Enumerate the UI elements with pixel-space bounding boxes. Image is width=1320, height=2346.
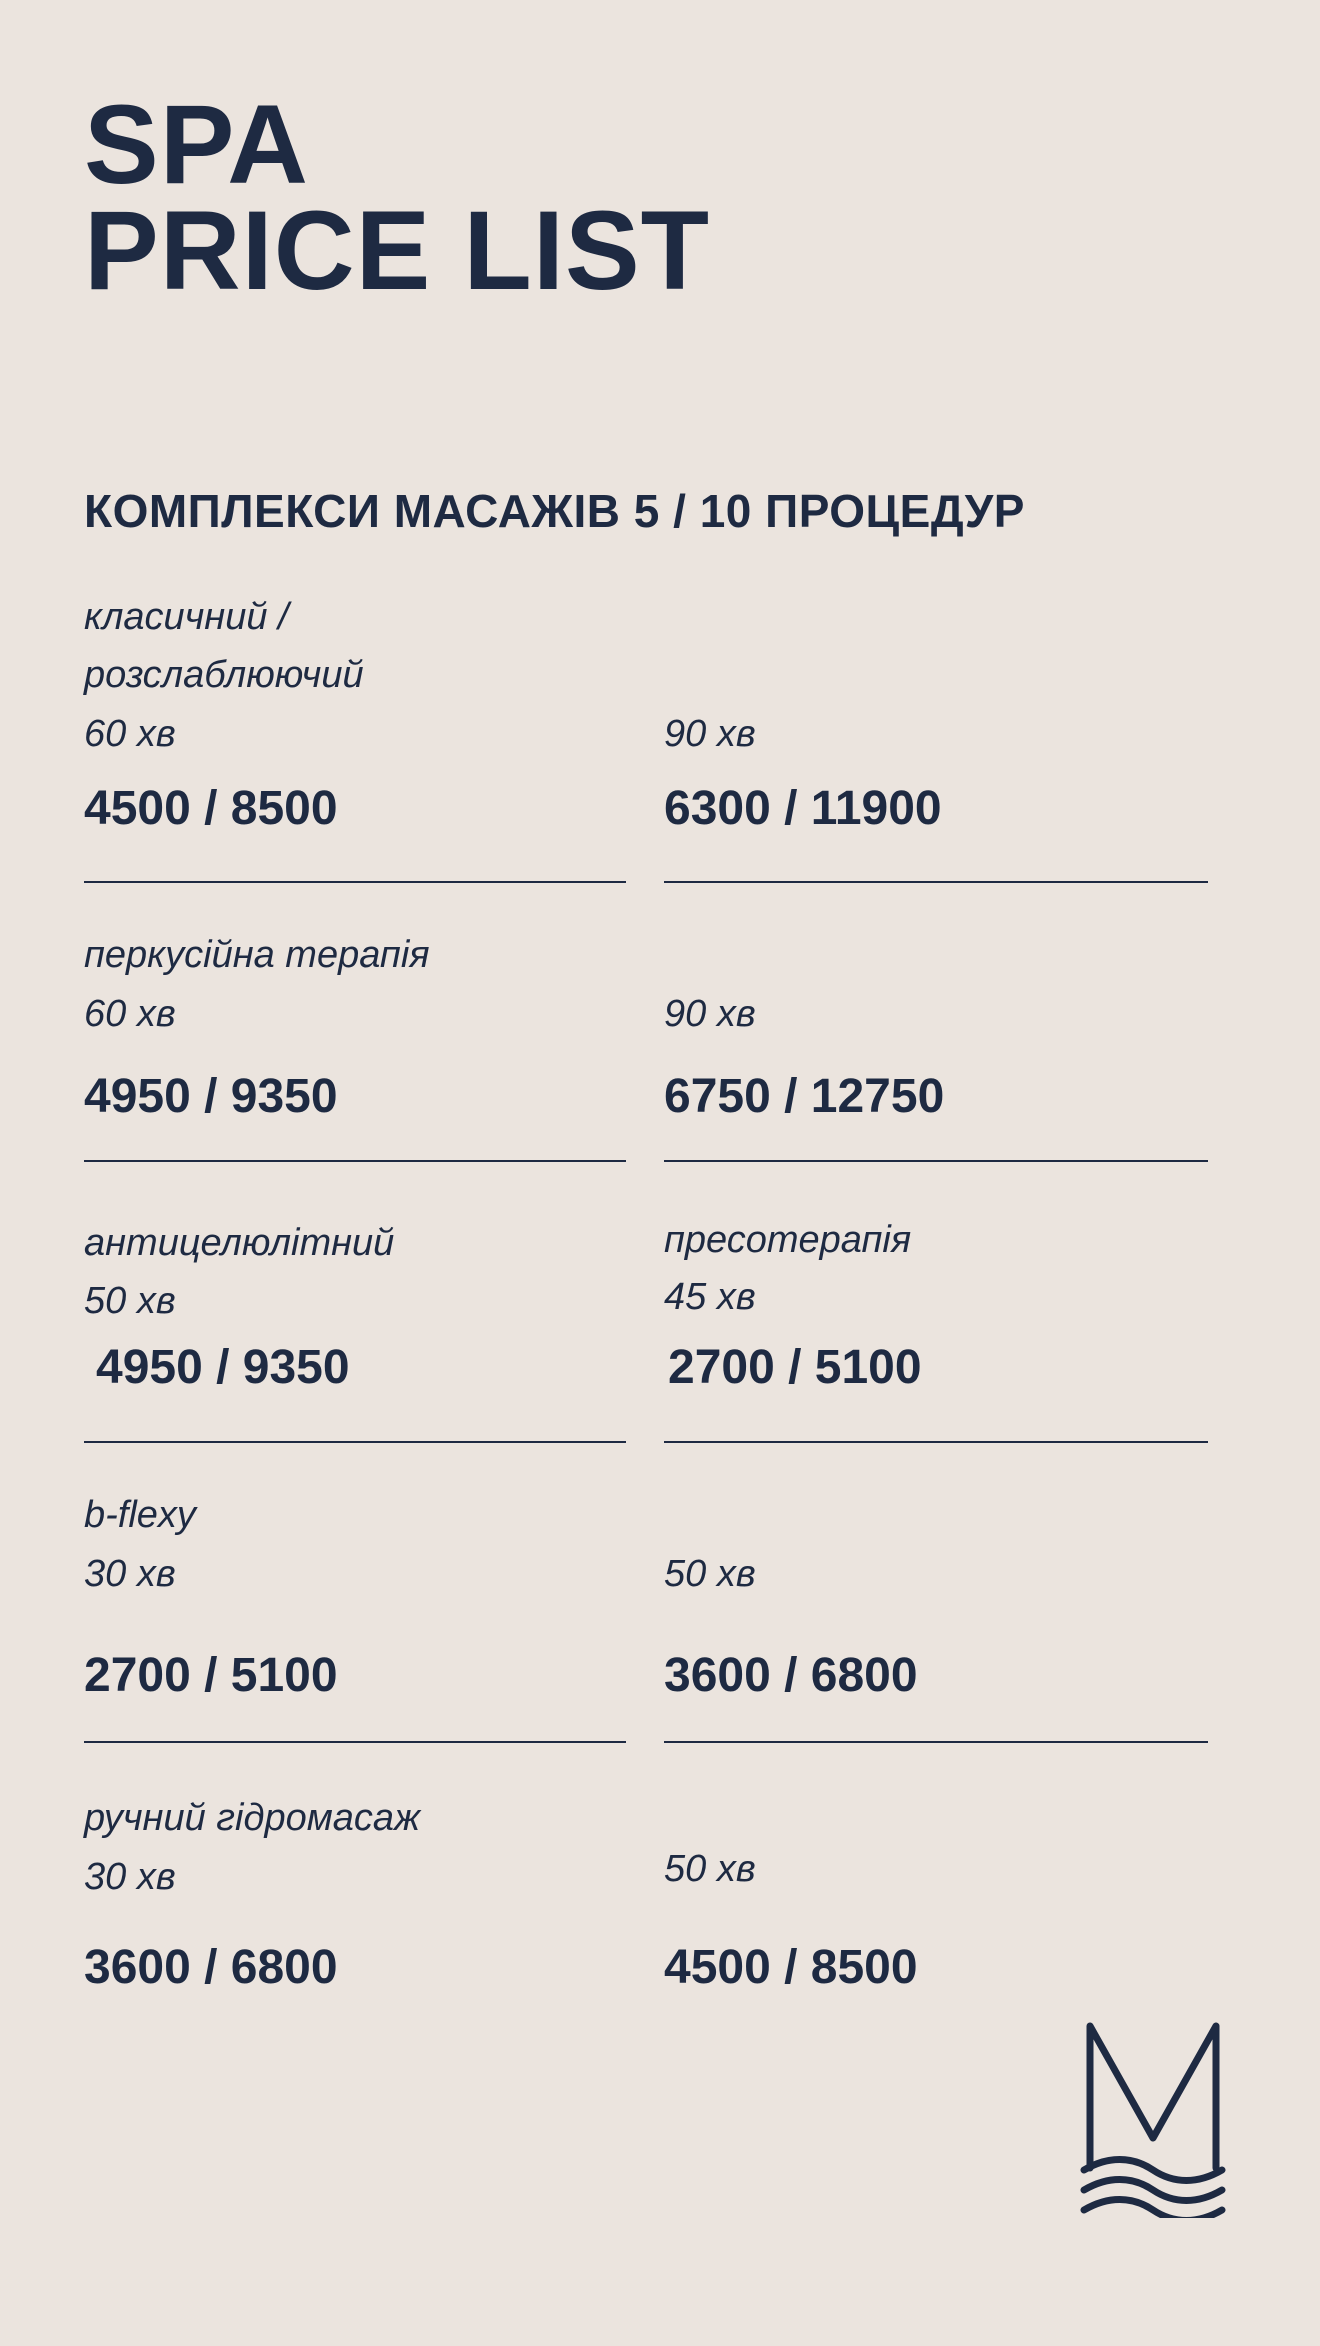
page-title-line-1: SPA <box>84 82 309 207</box>
service-price: 3600 / 6800 <box>664 1649 918 1702</box>
service-price: 2700 / 5100 <box>84 1649 338 1702</box>
service-name: класичний / <box>84 596 289 638</box>
divider <box>84 1441 626 1443</box>
service-price: 4500 / 8500 <box>84 782 338 835</box>
service-duration: 45 хв <box>664 1276 756 1318</box>
m-waves-logo-icon <box>1080 2018 1226 2218</box>
divider <box>84 1160 626 1162</box>
service-price: 4950 / 9350 <box>84 1070 338 1123</box>
section-title: КОМПЛЕКСИ МАСАЖІВ 5 / 10 ПРОЦЕДУР <box>84 485 1025 537</box>
service-price: 6750 / 12750 <box>664 1070 945 1123</box>
service-name: пресотерапія <box>664 1219 912 1261</box>
service-name: b-flexy <box>84 1494 196 1536</box>
service-duration: 60 хв <box>84 713 176 755</box>
service-duration: 30 хв <box>84 1553 176 1595</box>
divider <box>664 881 1208 883</box>
service-price: 6300 / 11900 <box>664 782 942 835</box>
page-title <box>84 82 711 313</box>
service-duration: 30 хв <box>84 1856 176 1898</box>
service-duration: 60 хв <box>84 993 176 1035</box>
service-name: розслаблюючий <box>84 654 364 696</box>
divider <box>664 1160 1208 1162</box>
service-price: 4500 / 8500 <box>664 1941 918 1994</box>
service-duration: 50 хв <box>84 1280 176 1322</box>
divider <box>84 881 626 883</box>
service-duration: 50 хв <box>664 1848 756 1890</box>
service-name: перкусійна терапія <box>84 934 430 976</box>
divider <box>664 1441 1208 1443</box>
divider <box>84 1741 626 1743</box>
service-name: антицелюлітний <box>84 1222 395 1264</box>
service-name: ручний гідромасаж <box>84 1797 421 1839</box>
service-duration: 90 хв <box>664 993 756 1035</box>
page-title-line-2: PRICE LIST <box>84 188 711 313</box>
service-price: 4950 / 9350 <box>96 1341 350 1394</box>
divider <box>664 1741 1208 1743</box>
service-price: 2700 / 5100 <box>668 1341 922 1394</box>
service-duration: 90 хв <box>664 713 756 755</box>
service-price: 3600 / 6800 <box>84 1941 338 1994</box>
service-duration: 50 хв <box>664 1553 756 1595</box>
